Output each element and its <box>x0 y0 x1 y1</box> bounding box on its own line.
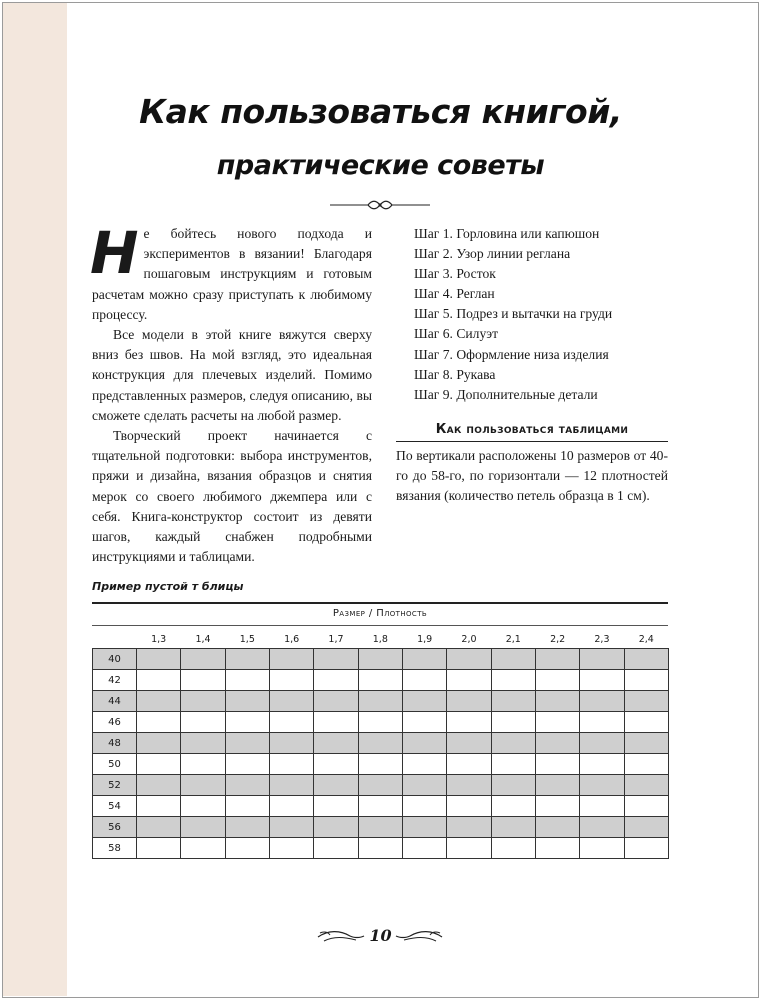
table-row <box>93 649 669 670</box>
table-cell <box>580 838 624 859</box>
density-header-cell: 2,3 <box>594 633 610 645</box>
table-cell <box>447 649 491 670</box>
table-cell <box>535 817 579 838</box>
size-rows <box>93 649 669 859</box>
table-cell <box>358 754 402 775</box>
density-header-cell: 1,8 <box>372 633 388 645</box>
density-header-cell: 1,7 <box>328 633 344 645</box>
tables-section-heading: Как пользоваться таблицами <box>435 422 629 437</box>
size-label-cell: 40 <box>93 649 137 670</box>
steps-list <box>414 224 674 405</box>
density-header-cell: 1,6 <box>284 633 300 645</box>
table-cell <box>314 712 358 733</box>
density-header-cell: 1,9 <box>417 633 433 645</box>
size-label-cell: 54 <box>93 796 137 817</box>
table-cell <box>580 649 624 670</box>
size-label-cell: 58 <box>93 838 137 859</box>
table-row <box>93 691 669 712</box>
step-item: Шаг 1. Горловина или капюшон <box>414 226 600 241</box>
table-cell <box>580 817 624 838</box>
table-cell <box>358 733 402 754</box>
table-cell <box>181 670 225 691</box>
corner-cell <box>93 630 137 649</box>
table-cell <box>269 733 313 754</box>
table-cell <box>402 670 446 691</box>
table-cell <box>137 691 181 712</box>
table-cell <box>447 796 491 817</box>
table-cell <box>225 733 269 754</box>
table-row <box>93 775 669 796</box>
table-cell <box>137 817 181 838</box>
intro-paragraph-1: Не бойтесь нового подхода и экспериментов в вязании! Благодаря пошаговым инструкциям и готовым расчетам можно сразу приступать к любимому процессу. <box>90 219 372 322</box>
intro-column <box>90 219 372 567</box>
step-item: Шаг 7. Оформление низа изделия <box>414 346 609 362</box>
table-cell <box>535 691 579 712</box>
table-cell <box>137 838 181 859</box>
table-cell <box>225 670 269 691</box>
table-cell <box>314 817 358 838</box>
table-cell <box>402 796 446 817</box>
table-cell <box>402 691 446 712</box>
step-item: Шаг 3. Росток <box>414 266 496 282</box>
heading-divider <box>396 441 668 442</box>
table-cell <box>624 817 668 838</box>
table-cell <box>269 712 313 733</box>
table-cell <box>447 691 491 712</box>
table-cell <box>624 712 668 733</box>
table-cell <box>624 754 668 775</box>
table-cell <box>491 691 535 712</box>
table-row <box>93 754 669 775</box>
table-cell <box>535 754 579 775</box>
density-header-cell: 2,4 <box>638 633 654 645</box>
table-cell <box>358 712 402 733</box>
table-row <box>93 796 669 817</box>
table-cell <box>624 775 668 796</box>
table-cell <box>402 754 446 775</box>
size-label-cell: 52 <box>93 775 137 796</box>
step-item: Шаг 8. Рукава <box>414 366 496 382</box>
table-cell <box>580 775 624 796</box>
table-cell <box>137 670 181 691</box>
page-title-line1: Как пользоваться книгой, <box>139 92 622 131</box>
table-cell <box>447 712 491 733</box>
table-cell <box>314 649 358 670</box>
table-cell <box>314 670 358 691</box>
table-cell <box>447 733 491 754</box>
table-cell <box>402 838 446 859</box>
table-row <box>93 712 669 733</box>
table-cell <box>225 691 269 712</box>
table-cell <box>181 838 225 859</box>
table-cell <box>181 754 225 775</box>
table-cell <box>269 649 313 670</box>
table-cell <box>402 712 446 733</box>
table-cell <box>358 649 402 670</box>
table-cell <box>269 775 313 796</box>
table-cell <box>491 733 535 754</box>
size-label-cell: 46 <box>93 712 137 733</box>
table-cell <box>314 691 358 712</box>
table-cell <box>181 712 225 733</box>
table-cell <box>225 754 269 775</box>
table-cell <box>137 775 181 796</box>
table-cell <box>314 733 358 754</box>
table-row <box>93 817 669 838</box>
table-cell <box>491 796 535 817</box>
table-cell <box>535 649 579 670</box>
table-cell <box>447 817 491 838</box>
table-cell <box>137 733 181 754</box>
table-header-rule <box>92 625 668 626</box>
table-row <box>93 670 669 691</box>
density-header-cell: 2,1 <box>505 633 521 645</box>
table-cell <box>580 754 624 775</box>
table-cell <box>181 649 225 670</box>
table-cell <box>624 838 668 859</box>
table-cell <box>137 649 181 670</box>
density-header-cell: 2,0 <box>461 633 477 645</box>
table-cell <box>225 775 269 796</box>
table-cell <box>225 817 269 838</box>
table-cell <box>181 691 225 712</box>
table-cell <box>225 838 269 859</box>
size-label-cell: 48 <box>93 733 137 754</box>
table-cell <box>269 796 313 817</box>
density-header-cell: 1,4 <box>195 633 211 645</box>
table-cell <box>580 670 624 691</box>
table-caption: Пример пустой т блицы <box>92 580 244 593</box>
step-item: Шаг 5. Подрез и вытачки на груди <box>414 306 613 322</box>
table-cell <box>269 817 313 838</box>
density-header-row <box>93 630 669 649</box>
density-header-cell: 2,2 <box>550 633 566 645</box>
table-cell <box>624 733 668 754</box>
table-cell <box>624 670 668 691</box>
table-cell <box>580 712 624 733</box>
table-cell <box>624 649 668 670</box>
table-cell <box>225 712 269 733</box>
table-cell <box>181 817 225 838</box>
tables-section-body: По вертикали расположены 10 размеров от 40-го до 58-го, по горизонтали — 12 плотностей вязания (количество петель образца в 1 см). <box>396 448 668 504</box>
table-cell <box>314 796 358 817</box>
table-cell <box>491 712 535 733</box>
size-label-cell: 50 <box>93 754 137 775</box>
size-label-cell: 56 <box>93 817 137 838</box>
intro-paragraph-3: Творческий проект начинается с тщательной подготовки: выбора инструментов, пряжи и дизайна, вязания образцов и снятия мерок со своего любимого джемпера или с себя. Книга-конструктор состоит из девяти шагов, каждый снабжен подробными инструкциями и таблицами. <box>92 428 372 565</box>
page-number: 10 <box>369 926 392 945</box>
table-cell <box>137 754 181 775</box>
table-cell <box>358 838 402 859</box>
table-cell <box>447 754 491 775</box>
table-cell <box>447 670 491 691</box>
size-label-cell: 42 <box>93 670 137 691</box>
step-item: Шаг 6. Силуэт <box>414 326 499 342</box>
density-header-cell: 1,3 <box>151 633 167 645</box>
table-cell <box>269 838 313 859</box>
table-cell <box>269 754 313 775</box>
table-cell <box>491 670 535 691</box>
table-cell <box>447 775 491 796</box>
table-cell <box>402 649 446 670</box>
table-cell <box>181 775 225 796</box>
size-label-cell: 44 <box>93 691 137 712</box>
table-cell <box>358 691 402 712</box>
page-flourish-right-icon <box>394 927 444 947</box>
table-cell <box>358 796 402 817</box>
table-cell <box>491 775 535 796</box>
step-item: Шаг 9. Дополнительные детали <box>414 386 598 402</box>
table-cell <box>225 649 269 670</box>
drop-cap: Н <box>90 219 139 287</box>
table-cell <box>314 775 358 796</box>
table-cell <box>491 754 535 775</box>
table-cell <box>137 712 181 733</box>
table-cell <box>181 733 225 754</box>
table-cell <box>314 754 358 775</box>
title-ornament-icon <box>330 198 430 212</box>
table-cell <box>402 733 446 754</box>
table-cell <box>624 796 668 817</box>
table-cell <box>535 796 579 817</box>
table-cell <box>358 817 402 838</box>
table-cell <box>491 817 535 838</box>
table-cell <box>580 733 624 754</box>
page-title-line2: практические советы <box>216 150 545 181</box>
table-cell <box>314 838 358 859</box>
table-cell <box>535 733 579 754</box>
table-header: Размер / Плотность <box>332 608 428 619</box>
table-cell <box>491 649 535 670</box>
table-row <box>93 838 669 859</box>
table-cell <box>535 775 579 796</box>
table-cell <box>358 670 402 691</box>
table-cell <box>402 775 446 796</box>
table-cell <box>181 796 225 817</box>
table-cell <box>535 712 579 733</box>
table-cell <box>491 838 535 859</box>
intro-paragraph-2: Все модели в этой книге вяжутся сверху вниз без швов. На мой взгляд, это идеальная конструкция для плечевых изделий. Помимо представленных размеров, следуя описанию, вы сможете сделать расчеты на любой размер. <box>92 327 372 423</box>
step-item: Шаг 4. Реглан <box>414 286 495 302</box>
density-header-cell: 1,5 <box>239 633 255 645</box>
table-cell <box>269 691 313 712</box>
step-item: Шаг 2. Узор линии реглана <box>414 246 571 262</box>
table-cell <box>358 775 402 796</box>
table-cell <box>624 691 668 712</box>
table-cell <box>447 838 491 859</box>
table-top-rule <box>92 602 668 604</box>
table-cell <box>225 796 269 817</box>
table-cell <box>535 670 579 691</box>
table-cell <box>580 796 624 817</box>
table-cell <box>137 796 181 817</box>
table-cell <box>535 838 579 859</box>
table-row <box>93 733 669 754</box>
sample-table <box>92 630 669 859</box>
table-cell <box>402 817 446 838</box>
table-cell <box>269 670 313 691</box>
table-cell <box>580 691 624 712</box>
